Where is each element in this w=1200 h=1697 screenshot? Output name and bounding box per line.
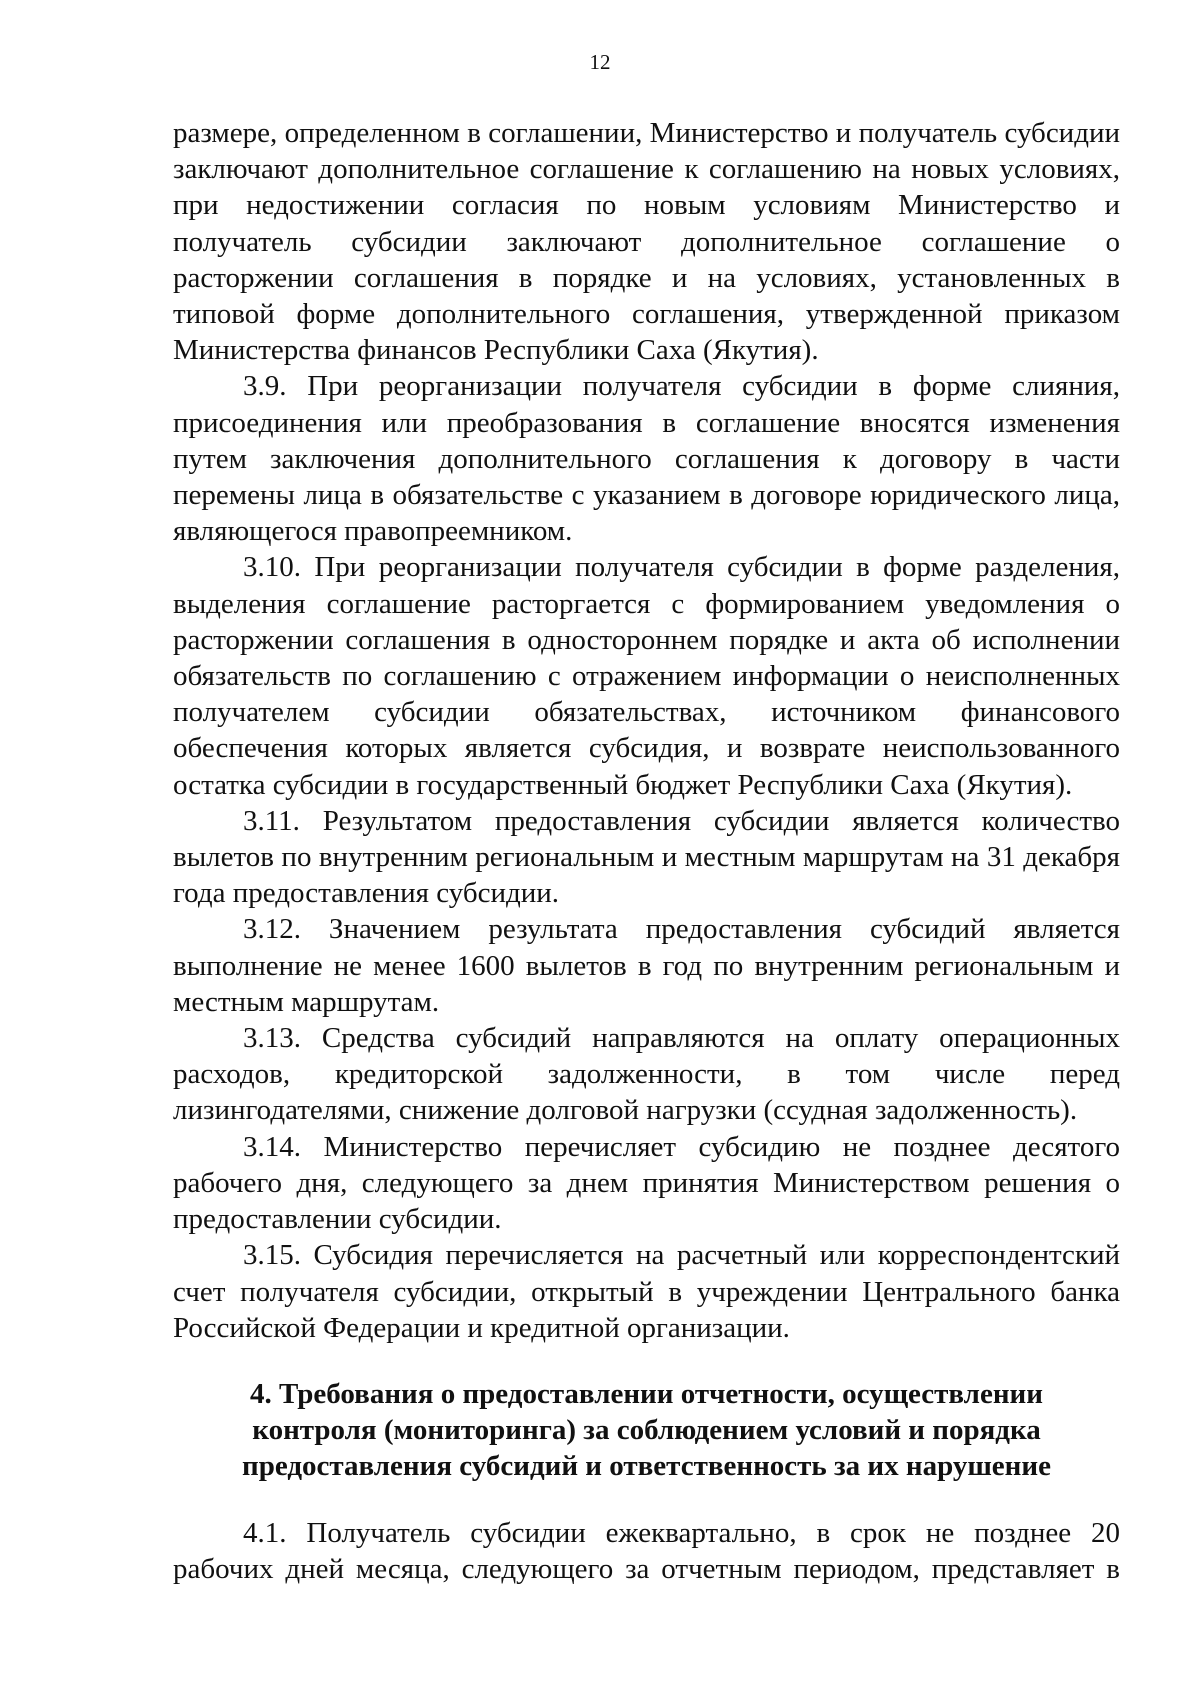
- paragraph-3-10: 3.10. При реорганизации получателя субсидии в форме разделения, выделения соглашение расторгается с формированием уведомления о расторжении соглашения в одностороннем порядке и акта об исполнении обязательств по соглашению с отражением информации о неисполненных получателем субсидии обязательствах, источником финансового обеспечения которых является субсидия, и возврате неиспользованного остатка субсидии в государственный бюджет Республики Саха (Якутия).: [173, 551, 1120, 801]
- paragraph-3-15: 3.15. Субсидия перечисляется на расчетный или корреспондентский счет получателя субсидии, открытый в учреждении Центрального банка Российской Федерации и кредитной организации.: [173, 1239, 1120, 1344]
- document-body: [173, 115, 1120, 1587]
- paragraph-3-9: 3.9. При реорганизации получателя субсидии в форме слияния, присоединения или преобразования в соглашение вносятся изменения путем заключения дополнительного соглашения к договору в части перемены лица в обязательстве с указанием в договоре юридического лица, являющегося правопреемником.: [173, 370, 1120, 548]
- page-number: 12: [589, 50, 611, 74]
- paragraph-3-14: 3.14. Министерство перечисляет субсидию не позднее десятого рабочего дня, следующего за днем принятия Министерством решения о предоставлении субсидии.: [173, 1130, 1120, 1236]
- paragraph-3-13: 3.13. Средства субсидий направляются на оплату операционных расходов, кредиторской задолженности, в том числе перед лизингодателями, снижение долговой нагрузки (ссудная задолженность).: [173, 1022, 1120, 1127]
- paragraph-3-12: 3.12. Значением результата предоставления субсидий является выполнение не менее 1600 вылетов в год по внутренним региональным и местным маршрутам.: [173, 913, 1120, 1018]
- paragraph-4-1: 4.1. Получатель субсидии ежеквартально, в срок не позднее 20 рабочих дней месяца, следующего за отчетным периодом, представляет в: [173, 1516, 1120, 1585]
- paragraph-continuation: размере, определенном в соглашении, Министерство и получатель субсидии заключают дополнительное соглашение к соглашению на новых условиях, при недостижении согласия по новым условиям Министерство и получатель субсидии заключают дополнительное соглашение о расторжении соглашения в порядке и на условиях, установленных в типовой форме дополнительного соглашения, утвержденной приказом Министерства финансов Республики Саха (Якутия).: [173, 117, 1120, 367]
- section-heading: 4. Требования о предоставлении отчетности, осуществлении контроля (мониторинга) за соблюдением условий и порядка предоставления субсидий и ответственность за их нарушение: [242, 1377, 1051, 1483]
- paragraph-3-11: 3.11. Результатом предоставления субсидии является количество вылетов по внутренним региональным и местным маршрутам на 31 декабря года предоставления субсидии.: [173, 804, 1120, 910]
